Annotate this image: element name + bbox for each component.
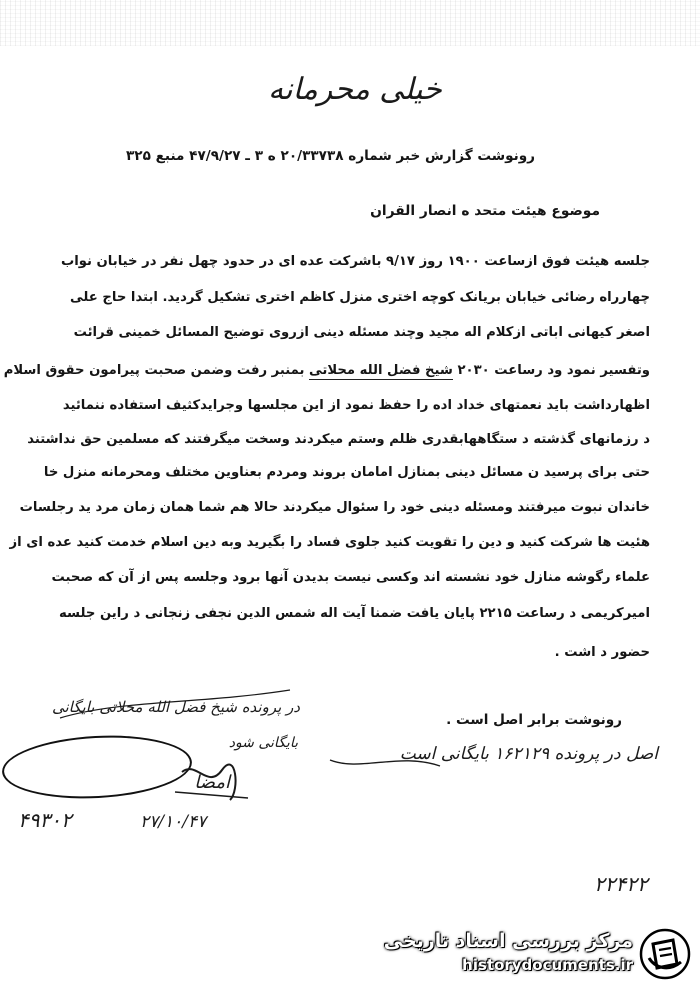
report-reference: رونوشت گزارش خبر شماره ۲۰/۳۳۷۳۸ ه ۳ ـ ۴۷/۹/۲۷ منبع ۳۲۵ — [125, 148, 535, 164]
body-line-6: د رزمانهای گذشته د ستگاههابقدری ظلم وستم میکردند وسخت میگرفتند که مسلمین حق نداشتند — [27, 432, 650, 447]
archive-emblem-icon — [639, 928, 691, 980]
closing-line: رونوشت برابر اصل است . — [446, 712, 622, 728]
handwritten-classification: خیلی محرمانه — [268, 72, 442, 107]
body-line-12: حضور د اشت . — [554, 645, 650, 660]
body-line-1: جلسه هیئت فوق ازساعت ۱۹۰۰ روز ۹/۱۷ باشرکت عده ای در حدود چهل نفر در خیابان نواب — [60, 254, 650, 269]
document-code: ۲۲۴۲۲ — [594, 872, 648, 896]
handwritten-margin-note-1: در پرونده شیخ فضل الله محلاتی بایگانی — [52, 698, 300, 716]
watermark-url: historydocuments.ir — [462, 956, 633, 974]
body-line-2: چهارراه رضائی خیابان بریانک کوچه اختری منزل کاظم اختری تشکیل گردید. ابتدا حاج علی — [70, 290, 650, 305]
underlined-name: شیخ فضل الله محلاتی — [309, 363, 453, 378]
subject-line: موضوع هیئت متحد ه انصار القران — [370, 203, 600, 219]
handwritten-date: ۲۷/۱۰/۴۷ — [140, 812, 207, 832]
body-line-8: خاندان نبوت میرفتند ومسئله دینی خود را سئوال میکردند حالا هم شما همان زمان مرد ید رجلسات — [19, 500, 650, 515]
body-line-9: هئیت ها شرکت کنید و دین را تقویت کنید جلوی فساد را بگیرید وبه دین اسلام خدمت کنید عده ای از — [9, 535, 650, 550]
archive-note-stroke — [330, 760, 440, 766]
body-line-10: علماء رگوشه منازل خود نشسته اند وکسی نیست بدیدن آنها برود وجلسه پس از آن که صحبت — [51, 570, 650, 585]
watermark-logo — [383, 924, 695, 984]
body-line-11: امیرکریمی د رساعت ۲۲۱۵ پایان یافت ضمنا آیت اله شمس الدین نجفی زنجانی د راین جلسه — [59, 606, 650, 621]
body-line-5: اظهارداشت باید نعمتهای خداد اده را حفظ نمود از این مجلسها وجرایدکثیف استفاده ننمائید — [62, 398, 650, 413]
watermark-name: مرکز بررسی اسناد تاریخی — [383, 930, 633, 952]
handwritten-number: ۴۹۳۰۲ — [18, 808, 72, 832]
handwritten-signature: امضا — [194, 772, 230, 793]
body-line-7: حتی برای پرسید ن مسائل دینی بمنازل امامان بروند ومردم بعناوین مختلف ومحرمانه منزل خا — [43, 465, 650, 480]
body-line-4-part-2: بمنبر رفت وضمن صحبت پیرامون حقوق اسلام — [3, 363, 305, 378]
handwritten-margin-note-2: بایگانی شود — [228, 735, 298, 751]
body-line-4-part-1: وتفسیر نمود ود رساعت ۲۰۳۰ — [457, 363, 650, 378]
body-line-3: اصغر کیهانی اباتی ازکلام اله مجید وچند مسئله دینی ازروی توضیح المسائل خمینی قرائت — [73, 325, 650, 340]
margin-note-stroke — [60, 690, 290, 718]
handwritten-archive-note: اصل در پرونده ۱۶۲۱۲۹ بایگانی است — [399, 744, 658, 764]
